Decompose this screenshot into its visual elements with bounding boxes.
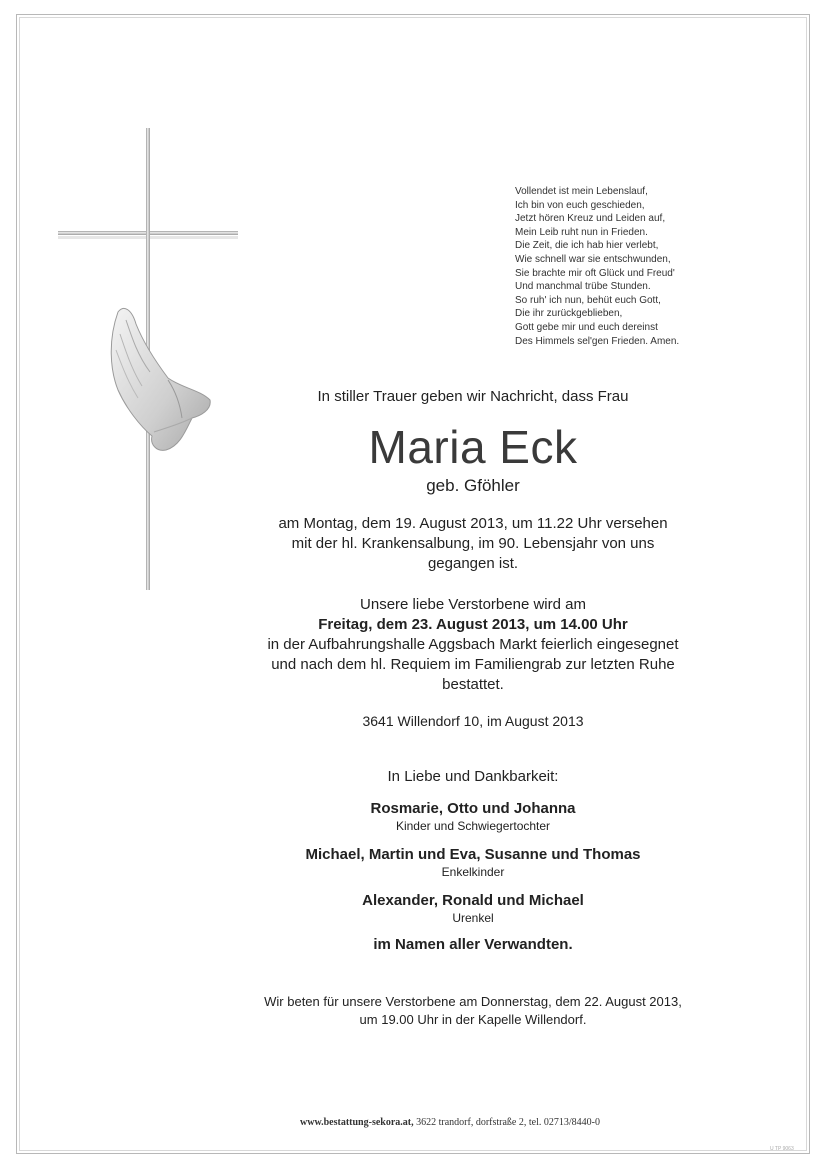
death-notice xyxy=(220,514,726,574)
deceased-name: Maria Eck xyxy=(368,421,578,473)
mourner-names: Michael, Martin und Eva, Susanne und Thomas xyxy=(305,846,641,863)
death-notice-line: gegangen ist. xyxy=(427,555,519,572)
poem-line: Jetzt hören Kreuz und Leiden auf, xyxy=(515,213,666,225)
mourner-relation: Kinder und Schwiegertochter xyxy=(395,819,551,833)
birth-name: geb. Gföhler xyxy=(426,476,520,495)
prayer-line: Wir beten für unsere Verstorbene am Donnerstag, dem 22. August 2013, xyxy=(264,994,682,1009)
mourner-names: Alexander, Ronald und Michael xyxy=(362,892,584,909)
poem-line: Die ihr zurückgeblieben, xyxy=(515,308,623,320)
death-notice-line: am Montag, dem 19. August 2013, um 11.22 Uhr versehen xyxy=(278,515,668,532)
intro-text: In stiller Trauer geben wir Nachricht, dass Frau xyxy=(317,388,629,405)
page-border-inner xyxy=(19,17,807,1151)
poem-line: Des Himmels sel'gen Frieden. Amen. xyxy=(515,335,680,347)
place-date: 3641 Willendorf 10, im August 2013 xyxy=(362,713,584,729)
poem-line: Die Zeit, die ich hab hier verlebt, xyxy=(515,240,659,252)
relatives-line: im Namen aller Verwandten. xyxy=(373,936,573,953)
poem-line: Wie schnell war sie entschwunden, xyxy=(515,253,671,265)
funeral-line: Unsere liebe Verstorbene wird am xyxy=(360,596,586,613)
poem-line: Ich bin von euch geschieden, xyxy=(515,199,645,211)
poem xyxy=(515,185,679,348)
poem-line: Und manchmal trübe Stunden. xyxy=(515,281,651,293)
mourner-relation: Enkelkinder xyxy=(441,865,505,879)
mourner-relation: Urenkel xyxy=(452,911,494,925)
praying-hands-icon xyxy=(96,300,216,460)
footer xyxy=(300,1117,600,1128)
footer-address: 3622 trandorf, dorfstraße 2, tel. 02713/8440-0 xyxy=(413,1117,600,1128)
poem-line: Gott gebe mir und euch dereinst xyxy=(515,321,658,333)
poem-line: So ruh' ich nun, behüt euch Gott, xyxy=(515,294,661,306)
footer-url[interactable]: www.bestattung-sekora.at, xyxy=(300,1117,414,1128)
thanks-heading: In Liebe und Dankbarkeit: xyxy=(387,768,559,785)
poem-line: Sie brachte mir oft Glück und Freud' xyxy=(515,267,675,279)
poem-line: Mein Leib ruht nun in Frieden. xyxy=(515,226,648,238)
prayer-notice xyxy=(220,993,726,1029)
poem-line: Vollendet ist mein Lebenslauf, xyxy=(515,186,648,197)
funeral-line: und nach dem hl. Requiem im Familiengrab zur letzten Ruhe xyxy=(271,656,675,673)
death-notice-line: mit der hl. Krankensalbung, im 90. Lebensjahr von uns xyxy=(291,535,655,552)
funeral-line: in der Aufbahrungshalle Aggsbach Markt feierlich eingesegnet xyxy=(267,636,679,653)
prayer-line: um 19.00 Uhr in der Kapelle Willendorf. xyxy=(359,1012,587,1027)
mourner-names: Rosmarie, Otto und Johanna xyxy=(370,800,576,817)
funeral-date: Freitag, dem 23. August 2013, um 14.00 Uhr xyxy=(318,616,628,633)
document-code: U TP 9063 xyxy=(770,1146,794,1152)
funeral-notice xyxy=(220,595,726,695)
funeral-line: bestattet. xyxy=(442,676,504,693)
